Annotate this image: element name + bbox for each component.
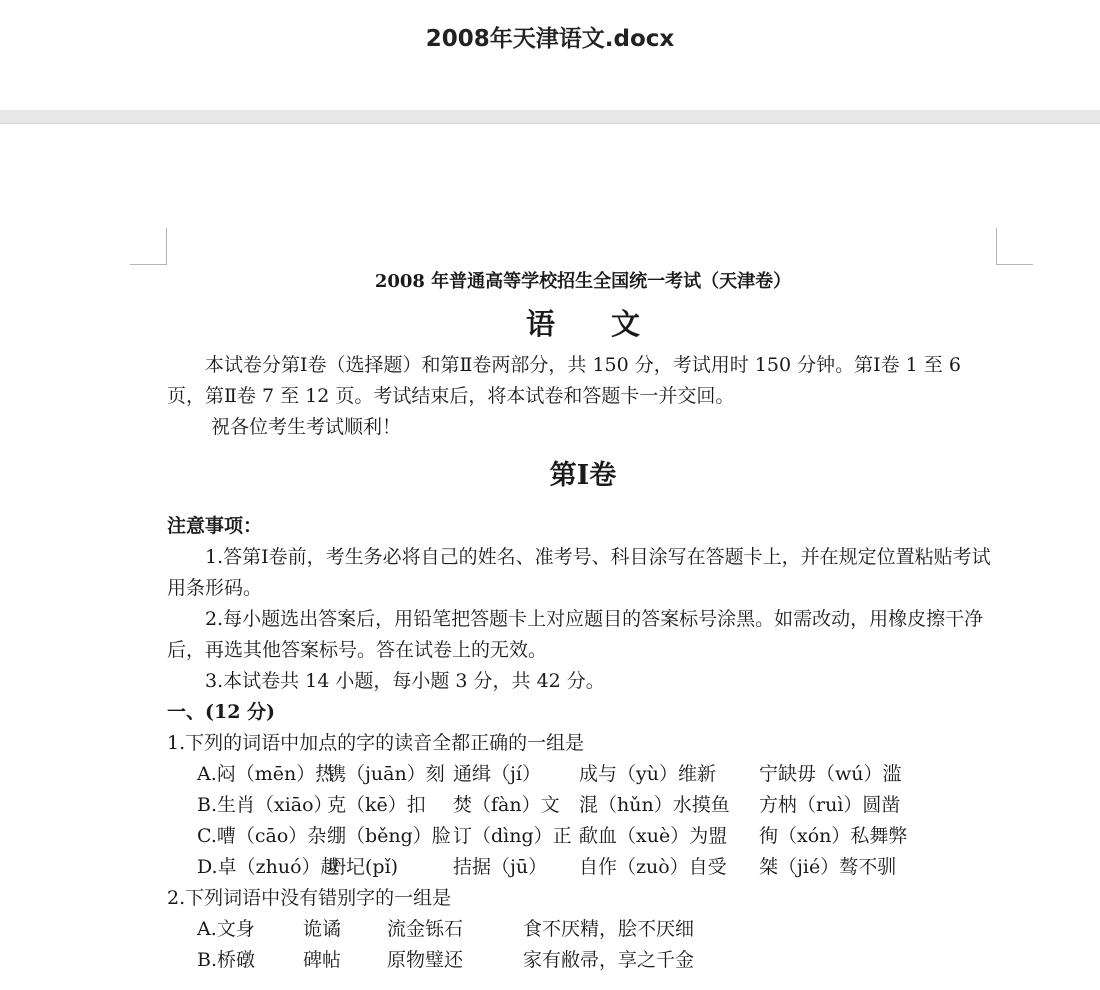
document-page <box>0 124 1100 990</box>
question-1-stem: 1.下列的词语中加点的字的读音全都正确的一组是 <box>167 732 585 754</box>
subject-heading <box>167 298 999 350</box>
document-filename: 2008年天津语文.docx <box>425 26 675 52</box>
question-1-option-b: B.生肖（xiāo）克（kē）扣 焚（fàn）文 混（hǔn）水摸鱼 方枘（ruì）圆凿 <box>197 794 901 816</box>
wish-line: 祝各位考生考试顺利！ <box>211 416 402 438</box>
question-1-option-c: C.嘈（cāo）杂绷（běng）脸 订（dìng）正 歃血（xuè）为盟 徇（xón）私舞弊 <box>197 825 908 847</box>
question-2-option-b: B.桥礅 碑帖 原物璧还 家有敝帚，享之千金 <box>197 949 695 971</box>
page-content <box>167 266 999 976</box>
question-2-option-a: A.文身 诡谲 流金铄石 食不厌精，脍不厌细 <box>197 918 695 940</box>
question-1-option-a: A.闷（mēn）热镌（juān）刻 通缉（jí） 成与（yù）维新 宁缺毋（wú）滥 <box>197 763 902 785</box>
notes-heading: 注意事项： <box>167 515 263 537</box>
intro-paragraph: 本试卷分第Ⅰ卷（选择题）和第Ⅱ卷两部分，共 150 分，考试用时 150 分钟。第Ⅰ卷 1 至 6 页，第Ⅱ卷 7 至 12 页。考试结束后，将本试卷和答题卡一并交回。 <box>167 354 961 407</box>
window-titlebar <box>0 0 1100 110</box>
crop-mark-top-right <box>996 228 1033 265</box>
section-heading: 一、(12 分) <box>167 701 276 723</box>
crop-mark-top-left <box>130 228 167 265</box>
subject-char-1: 语 <box>525 307 555 341</box>
note-item: 1.答第Ⅰ卷前，考生务必将自己的姓名、准考号、科目涂写在答题卡上，并在规定位置粘贴考试用条形码。 <box>167 546 991 599</box>
question-2-stem: 2.下列词语中没有错别字的一组是 <box>167 887 452 909</box>
question-1-option-d: D.卓（zhuó）越坍圮(pǐ) 拮据（jū） 自作（zuò）自受 桀（jié）骜不驯 <box>197 856 897 878</box>
note-item: 3.本试卷共 14 小题，每小题 3 分，共 42 分。 <box>205 670 605 692</box>
note-item: 2.每小题选出答案后，用铅笔把答题卡上对应题目的答案标号涂黑。如需改动，用橡皮擦干净后，再选其他答案标号。答在试卷上的无效。 <box>167 608 984 661</box>
exam-title: 2008 年普通高等学校招生全国统一考试（天津卷） <box>374 271 792 292</box>
subject-char-2: 文 <box>611 307 641 341</box>
volume-heading: 第Ⅰ卷 <box>549 460 617 491</box>
page-gap <box>0 110 1100 124</box>
